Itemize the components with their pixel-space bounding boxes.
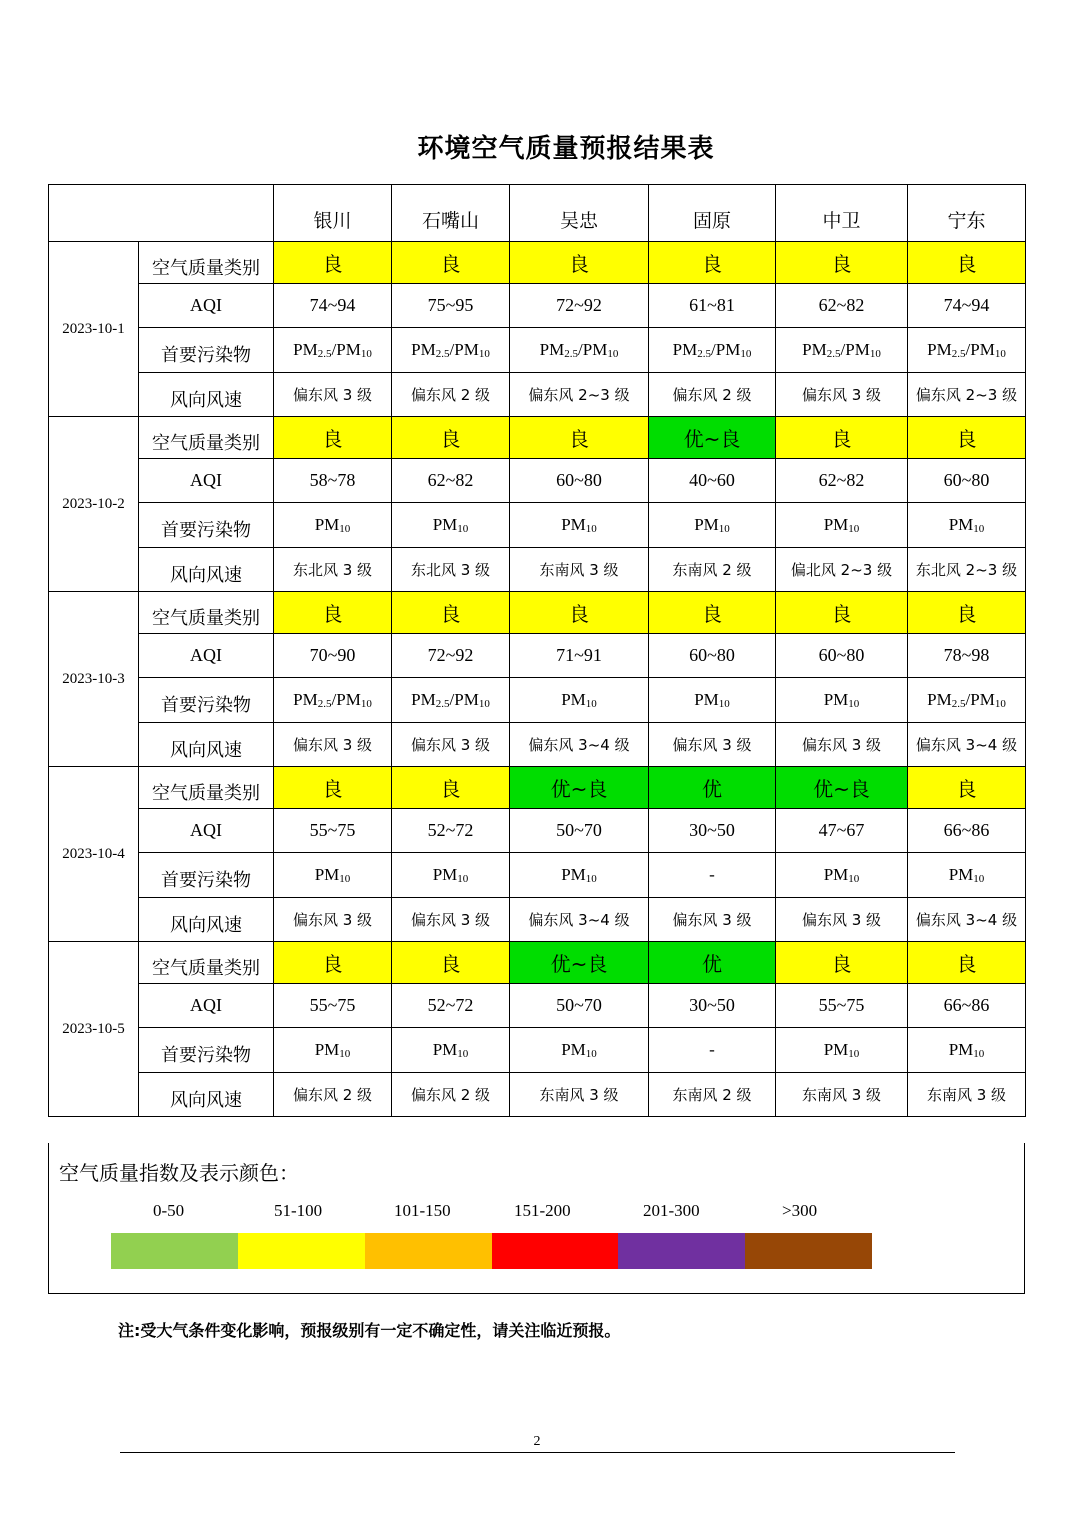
forecast-row-aqi bbox=[49, 984, 1026, 1028]
forecast-row-wind bbox=[49, 723, 1026, 767]
pollutant-cell: $PM_{10}$ bbox=[274, 503, 392, 548]
wind-cell: 偏东风 3 级 bbox=[274, 723, 392, 767]
row-label-pollutant: 首要污染物 bbox=[139, 853, 274, 898]
aqi-cell: 62~82 bbox=[392, 459, 510, 503]
aqi-cell: 60~80 bbox=[776, 634, 908, 678]
legend-color-swatch bbox=[618, 1233, 745, 1269]
row-label-category: 空气质量类别 bbox=[139, 242, 274, 284]
city-header: 银川 bbox=[274, 185, 392, 242]
category-cell: 良 bbox=[392, 767, 510, 809]
row-label-pollutant: 首要污染物 bbox=[139, 503, 274, 548]
pollutant-cell: $PM_{10}$ bbox=[510, 503, 649, 548]
aqi-cell: 55~75 bbox=[776, 984, 908, 1028]
pollutant-cell: - bbox=[649, 853, 776, 898]
wind-cell: 东北风 2~3 级 bbox=[908, 548, 1026, 592]
pollutant-cell: $PM_{10}$ bbox=[392, 1028, 510, 1073]
forecast-date: 2023-10-3 bbox=[49, 592, 139, 767]
wind-cell: 偏东风 3 级 bbox=[274, 898, 392, 942]
pollutant-cell: $PM_{10}$ bbox=[776, 678, 908, 723]
row-label-aqi: AQI bbox=[139, 459, 274, 503]
wind-cell: 偏东风 3 级 bbox=[776, 373, 908, 417]
pollutant-cell: $PM_{10}$ bbox=[392, 503, 510, 548]
category-cell: 良 bbox=[392, 592, 510, 634]
category-cell: 优~良 bbox=[649, 417, 776, 459]
forecast-row-wind bbox=[49, 898, 1026, 942]
pollutant-cell: $PM_{10}$ bbox=[510, 1028, 649, 1073]
category-cell: 良 bbox=[649, 592, 776, 634]
forecast-row-category bbox=[49, 417, 1026, 459]
category-cell: 良 bbox=[392, 942, 510, 984]
row-label-wind: 风向风速 bbox=[139, 898, 274, 942]
category-cell: 良 bbox=[274, 242, 392, 284]
forecast-row-aqi bbox=[49, 459, 1026, 503]
row-label-category: 空气质量类别 bbox=[139, 417, 274, 459]
city-header: 固原 bbox=[649, 185, 776, 242]
wind-cell: 东南风 3 级 bbox=[776, 1073, 908, 1117]
aqi-cell: 72~92 bbox=[510, 284, 649, 328]
pollutant-cell: $PM_{2.5}/PM_{10}$ bbox=[392, 678, 510, 723]
forecast-note: 注:受大气条件变化影响，预报级别有一定不确定性，请关注临近预报。 bbox=[118, 1321, 621, 1340]
wind-cell: 东南风 3 级 bbox=[908, 1073, 1026, 1117]
forecast-row-wind bbox=[49, 548, 1026, 592]
forecast-row-aqi bbox=[49, 284, 1026, 328]
wind-cell: 偏东风 3~4 级 bbox=[908, 898, 1026, 942]
aqi-cell: 62~82 bbox=[776, 284, 908, 328]
pollutant-cell: $PM_{10}$ bbox=[649, 503, 776, 548]
category-cell: 良 bbox=[392, 417, 510, 459]
row-label-aqi: AQI bbox=[139, 284, 274, 328]
wind-cell: 偏东风 3~4 级 bbox=[908, 723, 1026, 767]
legend-range-label: >300 bbox=[782, 1201, 818, 1220]
pollutant-cell: - bbox=[649, 1028, 776, 1073]
wind-cell: 偏东风 3 级 bbox=[776, 723, 908, 767]
city-header: 宁东 bbox=[908, 185, 1026, 242]
pollutant-cell: $PM_{2.5}/PM_{10}$ bbox=[649, 328, 776, 373]
pollutant-cell: $PM_{10}$ bbox=[776, 1028, 908, 1073]
row-label-category: 空气质量类别 bbox=[139, 592, 274, 634]
category-cell: 良 bbox=[510, 242, 649, 284]
forecast-row-aqi bbox=[49, 809, 1026, 853]
aqi-cell: 60~80 bbox=[649, 634, 776, 678]
wind-cell: 东北风 3 级 bbox=[392, 548, 510, 592]
aqi-cell: 78~98 bbox=[908, 634, 1026, 678]
aqi-cell: 50~70 bbox=[510, 984, 649, 1028]
forecast-row-category bbox=[49, 767, 1026, 809]
category-cell: 优~良 bbox=[510, 767, 649, 809]
forecast-row-category bbox=[49, 242, 1026, 284]
wind-cell: 偏东风 3 级 bbox=[392, 723, 510, 767]
pollutant-cell: $PM_{2.5}/PM_{10}$ bbox=[776, 328, 908, 373]
category-cell: 良 bbox=[908, 417, 1026, 459]
category-cell: 优 bbox=[649, 942, 776, 984]
row-label-category: 空气质量类别 bbox=[139, 942, 274, 984]
legend-title: 空气质量指数及表示颜色： bbox=[59, 1161, 299, 1185]
category-cell: 良 bbox=[392, 242, 510, 284]
wind-cell: 偏东风 2~3 级 bbox=[510, 373, 649, 417]
category-cell: 优 bbox=[649, 767, 776, 809]
category-cell: 良 bbox=[908, 942, 1026, 984]
row-label-category: 空气质量类别 bbox=[139, 767, 274, 809]
row-label-wind: 风向风速 bbox=[139, 1073, 274, 1117]
category-cell: 良 bbox=[908, 767, 1026, 809]
category-cell: 良 bbox=[776, 592, 908, 634]
aqi-cell: 58~78 bbox=[274, 459, 392, 503]
pollutant-cell: $PM_{2.5}/PM_{10}$ bbox=[274, 328, 392, 373]
category-cell: 良 bbox=[776, 242, 908, 284]
row-label-aqi: AQI bbox=[139, 809, 274, 853]
city-header: 中卫 bbox=[776, 185, 908, 242]
aqi-cell: 66~86 bbox=[908, 984, 1026, 1028]
legend-color-swatch bbox=[365, 1233, 492, 1269]
forecast-row-wind bbox=[49, 1073, 1026, 1117]
row-label-pollutant: 首要污染物 bbox=[139, 678, 274, 723]
corner-cell bbox=[49, 185, 274, 242]
category-cell: 良 bbox=[274, 417, 392, 459]
category-cell: 优~良 bbox=[776, 767, 908, 809]
pollutant-cell: $PM_{10}$ bbox=[776, 853, 908, 898]
wind-cell: 偏东风 3 级 bbox=[649, 723, 776, 767]
wind-cell: 偏东风 2 级 bbox=[392, 373, 510, 417]
aqi-cell: 66~86 bbox=[908, 809, 1026, 853]
category-cell: 良 bbox=[510, 417, 649, 459]
category-cell: 良 bbox=[908, 592, 1026, 634]
pollutant-cell: $PM_{2.5}/PM_{10}$ bbox=[908, 328, 1026, 373]
wind-cell: 偏东风 3 级 bbox=[776, 898, 908, 942]
legend-color-swatch bbox=[238, 1233, 365, 1269]
wind-cell: 偏东风 2 级 bbox=[274, 1073, 392, 1117]
wind-cell: 偏东风 3 级 bbox=[649, 898, 776, 942]
aqi-cell: 75~95 bbox=[392, 284, 510, 328]
row-label-pollutant: 首要污染物 bbox=[139, 1028, 274, 1073]
row-label-wind: 风向风速 bbox=[139, 548, 274, 592]
city-header: 吴忠 bbox=[510, 185, 649, 242]
category-cell: 良 bbox=[274, 767, 392, 809]
aqi-legend bbox=[48, 1143, 1025, 1294]
aqi-cell: 74~94 bbox=[908, 284, 1026, 328]
legend-color-swatch bbox=[492, 1233, 618, 1269]
pollutant-cell: $PM_{10}$ bbox=[908, 853, 1026, 898]
forecast-row-wind bbox=[49, 373, 1026, 417]
forecast-row-pollutant bbox=[49, 1028, 1026, 1073]
pollutant-cell: $PM_{10}$ bbox=[649, 678, 776, 723]
aqi-cell: 55~75 bbox=[274, 809, 392, 853]
page-number: 2 bbox=[533, 1434, 541, 1449]
category-cell: 良 bbox=[908, 242, 1026, 284]
pollutant-cell: $PM_{2.5}/PM_{10}$ bbox=[510, 328, 649, 373]
category-cell: 良 bbox=[510, 592, 649, 634]
row-label-aqi: AQI bbox=[139, 984, 274, 1028]
pollutant-cell: $PM_{10}$ bbox=[908, 503, 1026, 548]
forecast-row-pollutant bbox=[49, 328, 1026, 373]
forecast-row-pollutant bbox=[49, 853, 1026, 898]
category-cell: 优~良 bbox=[510, 942, 649, 984]
aqi-cell: 71~91 bbox=[510, 634, 649, 678]
forecast-row-pollutant bbox=[49, 678, 1026, 723]
pollutant-cell: $PM_{10}$ bbox=[776, 503, 908, 548]
aqi-cell: 61~81 bbox=[649, 284, 776, 328]
aqi-cell: 72~92 bbox=[392, 634, 510, 678]
category-cell: 良 bbox=[274, 942, 392, 984]
category-cell: 良 bbox=[776, 942, 908, 984]
row-label-wind: 风向风速 bbox=[139, 723, 274, 767]
wind-cell: 东南风 2 级 bbox=[649, 548, 776, 592]
row-label-pollutant: 首要污染物 bbox=[139, 328, 274, 373]
aqi-cell: 74~94 bbox=[274, 284, 392, 328]
city-header: 石嘴山 bbox=[392, 185, 510, 242]
forecast-row-category bbox=[49, 592, 1026, 634]
wind-cell: 偏东风 3 级 bbox=[274, 373, 392, 417]
wind-cell: 东南风 3 级 bbox=[510, 548, 649, 592]
row-label-wind: 风向风速 bbox=[139, 373, 274, 417]
aqi-cell: 62~82 bbox=[776, 459, 908, 503]
pollutant-cell: $PM_{2.5}/PM_{10}$ bbox=[274, 678, 392, 723]
legend-color-swatch bbox=[111, 1233, 238, 1269]
aqi-cell: 40~60 bbox=[649, 459, 776, 503]
forecast-row-aqi bbox=[49, 634, 1026, 678]
wind-cell: 东南风 3 级 bbox=[510, 1073, 649, 1117]
wind-cell: 偏东风 2~3 级 bbox=[908, 373, 1026, 417]
legend-range-label: 51-100 bbox=[274, 1201, 323, 1220]
wind-cell: 东南风 2 级 bbox=[649, 1073, 776, 1117]
wind-cell: 偏北风 2~3 级 bbox=[776, 548, 908, 592]
forecast-row-category bbox=[49, 942, 1026, 984]
row-label-aqi: AQI bbox=[139, 634, 274, 678]
aqi-cell: 50~70 bbox=[510, 809, 649, 853]
pollutant-cell: $PM_{10}$ bbox=[510, 678, 649, 723]
category-cell: 良 bbox=[649, 242, 776, 284]
category-cell: 良 bbox=[274, 592, 392, 634]
pollutant-cell: $PM_{10}$ bbox=[510, 853, 649, 898]
forecast-table bbox=[48, 184, 1026, 1117]
aqi-cell: 55~75 bbox=[274, 984, 392, 1028]
wind-cell: 偏东风 3 级 bbox=[392, 898, 510, 942]
pollutant-cell: $PM_{10}$ bbox=[274, 1028, 392, 1073]
pollutant-cell: $PM_{10}$ bbox=[908, 1028, 1026, 1073]
legend-color-swatch bbox=[745, 1233, 872, 1269]
pollutant-cell: $PM_{2.5}/PM_{10}$ bbox=[908, 678, 1026, 723]
aqi-cell: 30~50 bbox=[649, 984, 776, 1028]
forecast-row-pollutant bbox=[49, 503, 1026, 548]
aqi-cell: 30~50 bbox=[649, 809, 776, 853]
legend-range-label: 201-300 bbox=[643, 1201, 700, 1220]
forecast-date: 2023-10-1 bbox=[49, 242, 139, 417]
aqi-cell: 47~67 bbox=[776, 809, 908, 853]
legend-range-label: 101-150 bbox=[394, 1201, 451, 1220]
legend-range-label: 151-200 bbox=[514, 1201, 571, 1220]
wind-cell: 偏东风 2 级 bbox=[649, 373, 776, 417]
forecast-date: 2023-10-5 bbox=[49, 942, 139, 1117]
aqi-cell: 60~80 bbox=[510, 459, 649, 503]
footer-divider bbox=[120, 1452, 955, 1453]
header-row bbox=[49, 185, 1026, 242]
legend-range-label: 0-50 bbox=[153, 1201, 185, 1220]
aqi-cell: 52~72 bbox=[392, 984, 510, 1028]
pollutant-cell: $PM_{2.5}/PM_{10}$ bbox=[392, 328, 510, 373]
forecast-date: 2023-10-2 bbox=[49, 417, 139, 592]
forecast-date: 2023-10-4 bbox=[49, 767, 139, 942]
wind-cell: 偏东风 2 级 bbox=[392, 1073, 510, 1117]
aqi-cell: 70~90 bbox=[274, 634, 392, 678]
aqi-cell: 52~72 bbox=[392, 809, 510, 853]
wind-cell: 偏东风 3~4 级 bbox=[510, 723, 649, 767]
wind-cell: 东北风 3 级 bbox=[274, 548, 392, 592]
pollutant-cell: $PM_{10}$ bbox=[274, 853, 392, 898]
page-title: 环境空气质量预报结果表 bbox=[417, 134, 715, 164]
pollutant-cell: $PM_{10}$ bbox=[392, 853, 510, 898]
aqi-cell: 60~80 bbox=[908, 459, 1026, 503]
wind-cell: 偏东风 3~4 级 bbox=[510, 898, 649, 942]
category-cell: 良 bbox=[776, 417, 908, 459]
